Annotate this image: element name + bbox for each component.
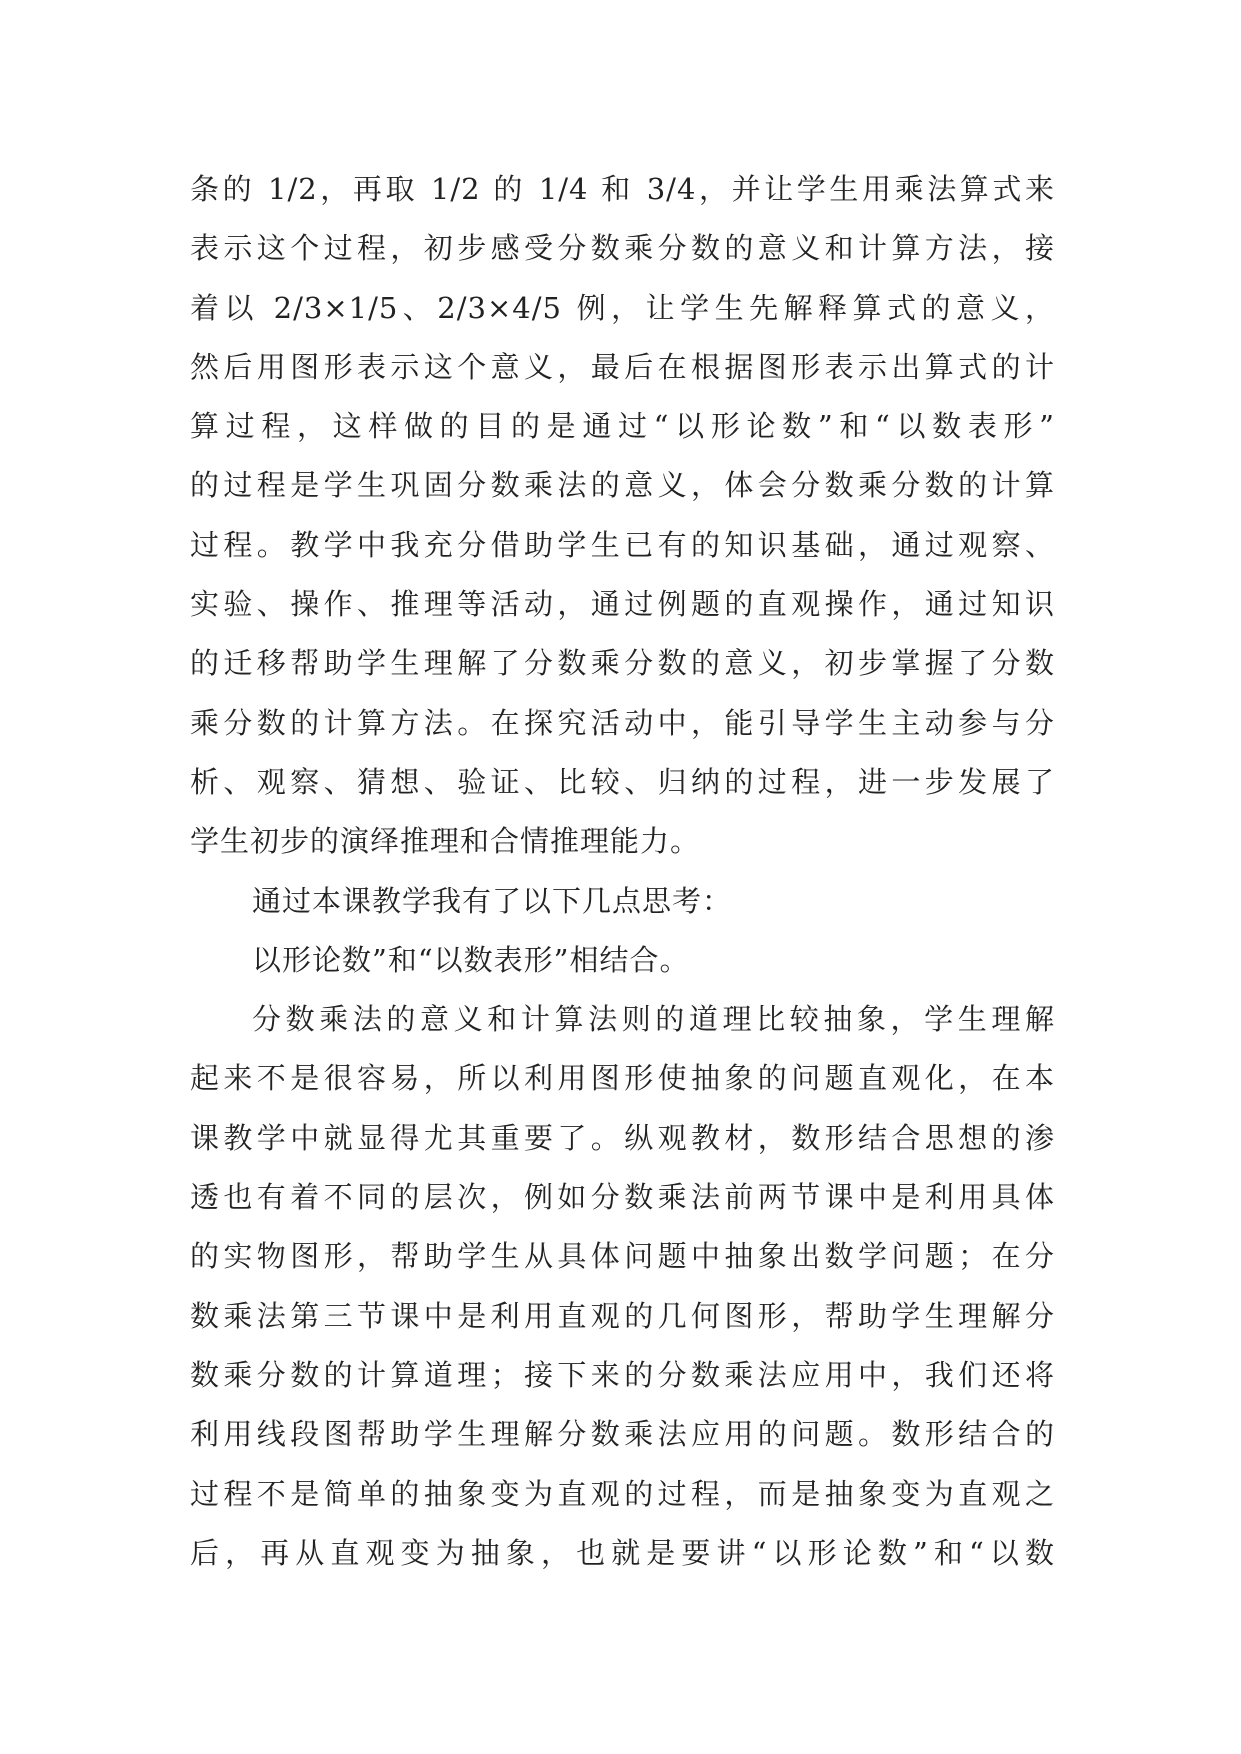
text-line: 数乘分数的计算道理；接下来的分数乘法应用中，我们还将 [190,1357,1055,1392]
text-line: 以形论数”和“以数表形”相结合。 [252,942,690,977]
text-line: 着以 2/3×1/5、2/3×4/5 例，让学生先解释算式的意义， [190,290,1055,325]
text-line: 表示这个过程，初步感受分数乘分数的意义和计算方法，接 [190,231,1055,266]
text-line: 分数乘法的意义和计算法则的道理比较抽象，学生理解 [252,1002,1055,1037]
text-line: 条的 1/2，再取 1/2 的 1/4 和 3/4，并让学生用乘法算式来 [190,172,1055,206]
document-body [190,160,1055,1583]
text-line: 学生初步的演绎推理和合情推理能力。 [190,824,701,859]
text-line: 析、观察、猜想、验证、比较、归纳的过程，进一步发展了 [190,764,1055,799]
text-line: 透也有着不同的层次，例如分数乘法前两节课中是利用具体 [190,1180,1055,1215]
text-line: 后，再从直观变为抽象，也就是要讲“以形论数”和“以数 [190,1535,1055,1570]
text-line: 的过程是学生巩固分数乘法的意义，体会分数乘分数的计算 [190,468,1055,503]
text-line: 然后用图形表示这个意义，最后在根据图形表示出算式的计 [190,349,1055,384]
paragraph-1 [190,160,1055,872]
text-line: 课教学中就显得尤其重要了。纵观教材，数形结合思想的渗 [190,1120,1055,1155]
text-line: 的迁移帮助学生理解了分数乘分数的意义，初步掌握了分数 [190,646,1055,681]
text-line: 过程。教学中我充分借助学生已有的知识基础，通过观察、 [190,527,1055,562]
text-line: 乘分数的计算方法。在探究活动中，能引导学生主动参与分 [190,705,1055,740]
text-line: 利用线段图帮助学生理解分数乘法应用的问题。数形结合的 [190,1417,1055,1452]
paragraph-4 [190,990,1055,1583]
text-line: 过程不是简单的抽象变为直观的过程，而是抽象变为直观之 [190,1476,1055,1511]
paragraph-3 [190,931,1055,990]
text-line: 数乘法第三节课中是利用直观的几何图形，帮助学生理解分 [190,1298,1055,1333]
text-line: 通过本课教学我有了以下几点思考： [252,883,733,918]
text-line: 起来不是很容易，所以利用图形使抽象的问题直观化，在本 [190,1061,1055,1096]
paragraph-2 [190,872,1055,931]
text-line: 的实物图形，帮助学生从具体问题中抽象出数学问题；在分 [190,1239,1055,1274]
text-line: 实验、操作、推理等活动，通过例题的直观操作，通过知识 [190,587,1055,622]
text-line: 算过程，这样做的目的是通过“以形论数”和“以数表形” [190,409,1055,444]
